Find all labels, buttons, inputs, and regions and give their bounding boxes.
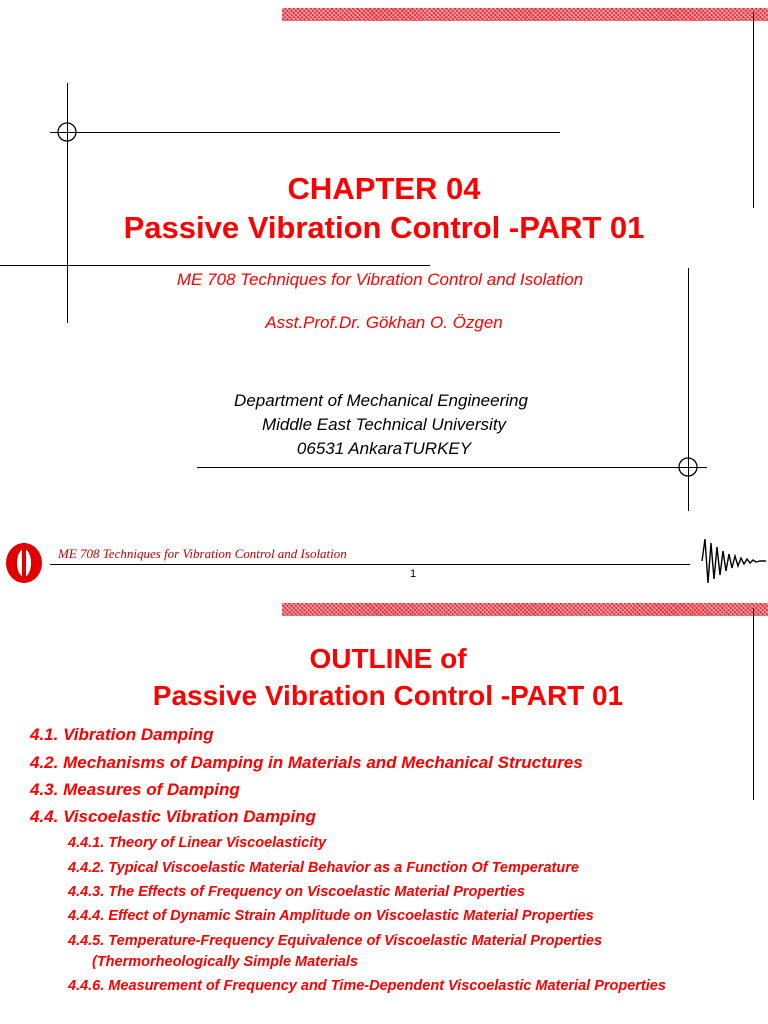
- decor-hline-bottom: [197, 467, 707, 468]
- outline-subitem: 4.4.3. The Effects of Frequency on Viscoelastic Material Properties: [68, 884, 525, 900]
- slide-title: Passive Vibration Control -PART 01: [123, 210, 645, 245]
- outline-subitem: 4.4.4. Effect of Dynamic Strain Amplitude on Viscoelastic Material Properties: [68, 908, 594, 924]
- outline-item: 4.3. Measures of Damping: [30, 780, 240, 799]
- outline-subtitle: Passive Vibration Control -PART 01: [152, 680, 624, 711]
- outline-subitem: 4.4.2. Typical Viscoelastic Material Behavior as a Function Of Temperature: [68, 860, 579, 876]
- page-number: 1: [410, 568, 417, 580]
- top-hatch-bar: [282, 8, 768, 21]
- outline-subitem-text: 4.4.5. Temperature-Frequency Equivalence of Viscoelastic Material Properties (Thermorheologically Simple Materials: [68, 933, 603, 970]
- top-hatch-bar: [282, 603, 768, 616]
- outline-item: 4.2. Mechanisms of Damping in Materials and Mechanical Structures: [30, 753, 583, 772]
- decor-hline-mid: [0, 265, 430, 266]
- author-name: Asst.Prof.Dr. Gökhan O. Özgen: [265, 313, 503, 332]
- address: 06531 AnkaraTURKEY: [296, 439, 472, 458]
- outline-subitem: [68, 976, 718, 997]
- outline-title: OUTLINE of: [309, 643, 467, 674]
- outline-subitem: 4.4.1. Theory of Linear Viscoelasticity: [68, 835, 327, 851]
- decor-hline-top: [50, 132, 560, 133]
- chapter-title: CHAPTER 04: [287, 171, 481, 206]
- footer-rule: [50, 564, 690, 565]
- footer-course-title: ME 708 Techniques for Vibration Control and Isolation: [58, 546, 347, 561]
- outline-subitem-text: 4.4.6. Measurement of Frequency and Time-Dependent Viscoelastic Material Properties: [68, 978, 666, 994]
- course-name: ME 708 Techniques for Vibration Control and Isolation: [176, 270, 584, 289]
- outline-item: 4.4. Viscoelastic Vibration Damping: [30, 807, 316, 826]
- university: Middle East Technical University: [261, 415, 507, 434]
- university-logo: [4, 542, 44, 584]
- crosshair-icon: [56, 121, 78, 143]
- outline-item: 4.1. Vibration Damping: [30, 725, 214, 744]
- outline-subitem: [68, 931, 718, 973]
- department: Department of Mechanical Engineering: [234, 391, 528, 410]
- vibration-wave-icon: [700, 535, 768, 587]
